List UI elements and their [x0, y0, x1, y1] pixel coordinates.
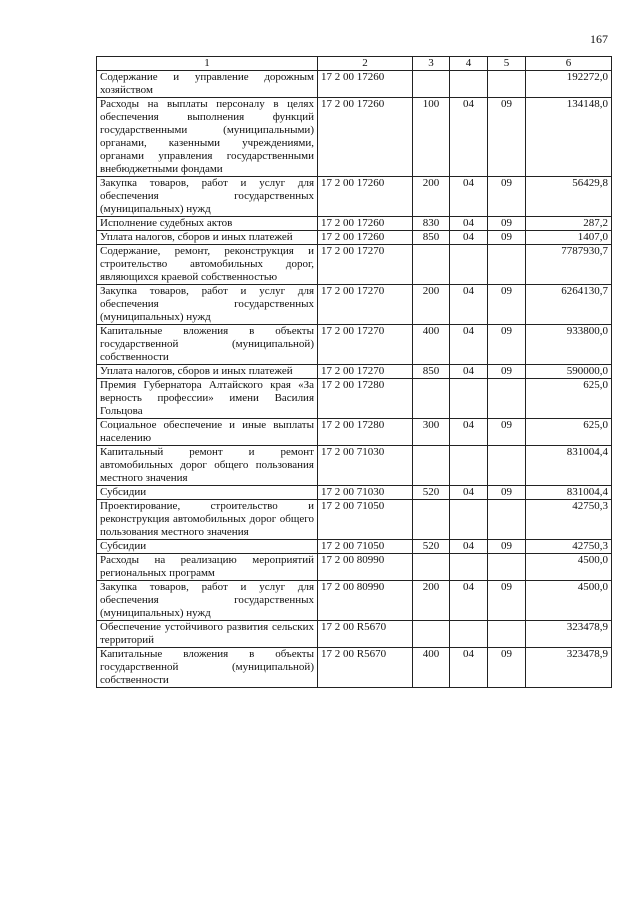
- row-expense-type: 200: [413, 581, 450, 621]
- table-row: [97, 648, 612, 688]
- row-amount: 287,2: [526, 217, 612, 231]
- col-header-6: 6: [526, 57, 612, 71]
- row-section: [450, 500, 488, 540]
- table-row: [97, 325, 612, 365]
- table-row: [97, 245, 612, 285]
- row-section: 04: [450, 177, 488, 217]
- row-description: Капитальные вложения в объекты государственной (муниципальной) собственности: [97, 648, 318, 688]
- row-section: 04: [450, 419, 488, 446]
- row-expense-type: 830: [413, 217, 450, 231]
- table-row: [97, 621, 612, 648]
- row-target-code: 17 2 00 17260: [318, 231, 413, 245]
- table-row: [97, 217, 612, 231]
- row-target-code: 17 2 00 R5670: [318, 648, 413, 688]
- row-section: 04: [450, 648, 488, 688]
- row-section: [450, 71, 488, 98]
- row-amount: 831004,4: [526, 446, 612, 486]
- row-target-code: 17 2 00 17260: [318, 177, 413, 217]
- row-amount: 6264130,7: [526, 285, 612, 325]
- row-amount: 1407,0: [526, 231, 612, 245]
- row-amount: 4500,0: [526, 554, 612, 581]
- row-description: Закупка товаров, работ и услуг для обеспечения государственных (муниципальных) нужд: [97, 285, 318, 325]
- row-section: 04: [450, 486, 488, 500]
- row-description: Обеспечение устойчивого развития сельских территорий: [97, 621, 318, 648]
- row-description: Уплата налогов, сборов и иных платежей: [97, 231, 318, 245]
- row-expense-type: [413, 446, 450, 486]
- row-target-code: 17 2 00 71050: [318, 540, 413, 554]
- row-section: [450, 379, 488, 419]
- row-amount: 323478,9: [526, 648, 612, 688]
- table-row: [97, 581, 612, 621]
- row-target-code: 17 2 00 17270: [318, 325, 413, 365]
- row-target-code: 17 2 00 17280: [318, 379, 413, 419]
- row-section: 04: [450, 325, 488, 365]
- row-description: Расходы на реализацию мероприятий региональных программ: [97, 554, 318, 581]
- row-description: Премия Губернатора Алтайского края «За верность профессии» имени Василия Гольцова: [97, 379, 318, 419]
- row-amount: 42750,3: [526, 540, 612, 554]
- row-description: Капитальные вложения в объекты государственной (муниципальной) собственности: [97, 325, 318, 365]
- row-section: [450, 554, 488, 581]
- row-target-code: 17 2 00 71050: [318, 500, 413, 540]
- row-target-code: 17 2 00 R5670: [318, 621, 413, 648]
- table-row: [97, 486, 612, 500]
- row-subsection: 09: [488, 325, 526, 365]
- row-section: [450, 446, 488, 486]
- row-expense-type: 520: [413, 540, 450, 554]
- col-header-4: 4: [450, 57, 488, 71]
- row-subsection: 09: [488, 177, 526, 217]
- row-target-code: 17 2 00 17260: [318, 217, 413, 231]
- row-target-code: 17 2 00 17280: [318, 419, 413, 446]
- row-amount: 42750,3: [526, 500, 612, 540]
- row-subsection: [488, 245, 526, 285]
- table-row: [97, 231, 612, 245]
- row-expense-type: 300: [413, 419, 450, 446]
- row-subsection: 09: [488, 486, 526, 500]
- row-subsection: 09: [488, 365, 526, 379]
- row-subsection: [488, 71, 526, 98]
- row-expense-type: [413, 621, 450, 648]
- row-target-code: 17 2 00 71030: [318, 486, 413, 500]
- row-section: 04: [450, 365, 488, 379]
- col-header-3: 3: [413, 57, 450, 71]
- row-description: Закупка товаров, работ и услуг для обеспечения государственных (муниципальных) нужд: [97, 581, 318, 621]
- row-expense-type: [413, 554, 450, 581]
- row-amount: 831004,4: [526, 486, 612, 500]
- row-subsection: 09: [488, 419, 526, 446]
- row-target-code: 17 2 00 17260: [318, 98, 413, 177]
- row-amount: 625,0: [526, 379, 612, 419]
- row-section: 04: [450, 231, 488, 245]
- row-description: Закупка товаров, работ и услуг для обеспечения государственных (муниципальных) нужд: [97, 177, 318, 217]
- row-section: 04: [450, 217, 488, 231]
- row-expense-type: [413, 245, 450, 285]
- header-row: [97, 57, 612, 71]
- row-target-code: 17 2 00 71030: [318, 446, 413, 486]
- row-section: 04: [450, 540, 488, 554]
- row-description: Содержание, ремонт, реконструкция и строительство автомобильных дорог, являющихся краевой собственностью: [97, 245, 318, 285]
- row-subsection: [488, 379, 526, 419]
- row-subsection: 09: [488, 231, 526, 245]
- row-amount: 323478,9: [526, 621, 612, 648]
- col-header-1: 1: [97, 57, 318, 71]
- row-expense-type: 200: [413, 285, 450, 325]
- col-header-2: 2: [318, 57, 413, 71]
- row-description: Социальное обеспечение и иные выплаты населению: [97, 419, 318, 446]
- row-section: 04: [450, 285, 488, 325]
- row-amount: 590000,0: [526, 365, 612, 379]
- row-expense-type: [413, 379, 450, 419]
- row-section: 04: [450, 581, 488, 621]
- row-description: Расходы на выплаты персоналу в целях обеспечения выполнения функций государственными (муниципальными) органами, казенными учреждениями, органами управления государственными внебюджетными фондами: [97, 98, 318, 177]
- row-target-code: 17 2 00 17270: [318, 245, 413, 285]
- row-amount: 192272,0: [526, 71, 612, 98]
- row-expense-type: 100: [413, 98, 450, 177]
- row-section: 04: [450, 98, 488, 177]
- row-amount: 56429,8: [526, 177, 612, 217]
- row-subsection: 09: [488, 648, 526, 688]
- row-section: [450, 245, 488, 285]
- row-expense-type: [413, 500, 450, 540]
- row-subsection: 09: [488, 98, 526, 177]
- budget-table: [96, 56, 612, 688]
- table-row: [97, 446, 612, 486]
- page-number: 167: [590, 32, 608, 46]
- row-amount: 134148,0: [526, 98, 612, 177]
- row-amount: 4500,0: [526, 581, 612, 621]
- row-subsection: 09: [488, 581, 526, 621]
- row-subsection: [488, 446, 526, 486]
- table-row: [97, 554, 612, 581]
- row-subsection: [488, 554, 526, 581]
- row-expense-type: 400: [413, 648, 450, 688]
- row-description: Содержание и управление дорожным хозяйством: [97, 71, 318, 98]
- row-expense-type: 400: [413, 325, 450, 365]
- row-description: Уплата налогов, сборов и иных платежей: [97, 365, 318, 379]
- row-target-code: 17 2 00 17270: [318, 365, 413, 379]
- row-subsection: 09: [488, 285, 526, 325]
- row-expense-type: 850: [413, 231, 450, 245]
- row-target-code: 17 2 00 17260: [318, 71, 413, 98]
- table-row: [97, 419, 612, 446]
- row-subsection: 09: [488, 540, 526, 554]
- row-expense-type: 200: [413, 177, 450, 217]
- row-expense-type: 850: [413, 365, 450, 379]
- table-row: [97, 98, 612, 177]
- row-expense-type: 520: [413, 486, 450, 500]
- row-description: Субсидии: [97, 486, 318, 500]
- table-row: [97, 500, 612, 540]
- row-description: Исполнение судебных актов: [97, 217, 318, 231]
- row-description: Капитальный ремонт и ремонт автомобильных дорог общего пользования местного значения: [97, 446, 318, 486]
- col-header-5: 5: [488, 57, 526, 71]
- row-amount: 625,0: [526, 419, 612, 446]
- table-row: [97, 379, 612, 419]
- table-row: [97, 540, 612, 554]
- table-row: [97, 285, 612, 325]
- table-body: [97, 71, 612, 688]
- row-section: [450, 621, 488, 648]
- row-expense-type: [413, 71, 450, 98]
- row-description: Проектирование, строительство и реконструкция автомобильных дорог общего пользования местного значения: [97, 500, 318, 540]
- row-subsection: 09: [488, 217, 526, 231]
- table-row: [97, 365, 612, 379]
- table-row: [97, 71, 612, 98]
- row-description: Субсидии: [97, 540, 318, 554]
- row-subsection: [488, 500, 526, 540]
- row-subsection: [488, 621, 526, 648]
- row-amount: 7787930,7: [526, 245, 612, 285]
- row-target-code: 17 2 00 80990: [318, 581, 413, 621]
- row-amount: 933800,0: [526, 325, 612, 365]
- row-target-code: 17 2 00 80990: [318, 554, 413, 581]
- row-target-code: 17 2 00 17270: [318, 285, 413, 325]
- table-row: [97, 177, 612, 217]
